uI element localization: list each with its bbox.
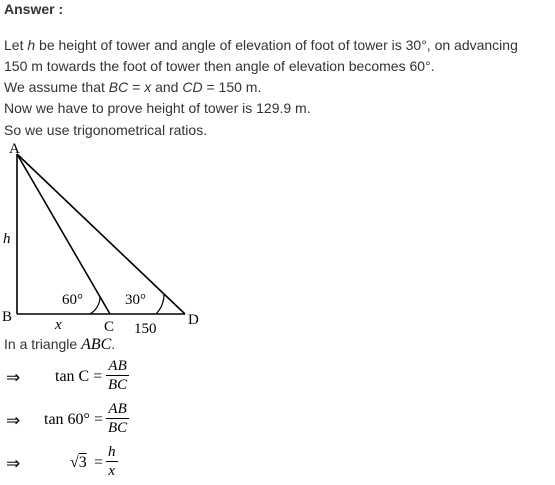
equation-2-fraction: $\frac{AB}{BC}$: [108, 401, 128, 436]
label-x: x: [55, 317, 62, 333]
label-h: h: [3, 231, 11, 247]
label-angle-60: 60°: [62, 292, 83, 308]
line-ac: [17, 154, 110, 314]
equals-sign: =: [94, 454, 104, 471]
implies-symbol: ⇒: [6, 411, 21, 430]
angle-arc-60: [90, 297, 100, 314]
equation-1-fraction: $\frac{AB}{BC}$: [108, 358, 128, 393]
label-angle-30: 30°: [125, 292, 146, 308]
equation-3-fraction: $\frac{h}{x}$: [108, 444, 116, 479]
paragraph-line-1: Let h be height of tower and angle of elevation of foot of tower is 30°, on advancing: [4, 37, 518, 53]
paragraph-line-3: We assume that BC = x and CD = 150 m.: [4, 79, 262, 95]
paragraph-line-5: So we use trigonometrical ratios.: [4, 122, 208, 138]
paragraph-line-4: Now we have to prove height of tower is 129.9 m.: [4, 100, 311, 116]
label-150: 150: [134, 321, 157, 337]
implies-symbol: ⇒: [6, 368, 21, 387]
var-h: h: [27, 37, 36, 53]
triangle-intro: In a triangle ABC.: [4, 336, 116, 353]
line-ad: [17, 154, 185, 314]
label-a: A: [9, 141, 20, 157]
label-d: D: [188, 312, 199, 328]
sqrt-three: √3: [70, 454, 87, 471]
answer-heading: Answer :: [4, 1, 64, 17]
angle-arc-30: [156, 294, 164, 314]
equation-2-lhs: tan 60° =: [44, 411, 103, 428]
equation-1-lhs: tan C =: [55, 368, 103, 385]
tower-diagram: [0, 138, 230, 338]
label-c: C: [104, 319, 115, 335]
label-b: B: [2, 309, 13, 325]
paragraph-line-2: 150 m towards the foot of tower then angle of elevation becomes 60°.: [4, 58, 435, 74]
implies-symbol: ⇒: [6, 454, 21, 473]
